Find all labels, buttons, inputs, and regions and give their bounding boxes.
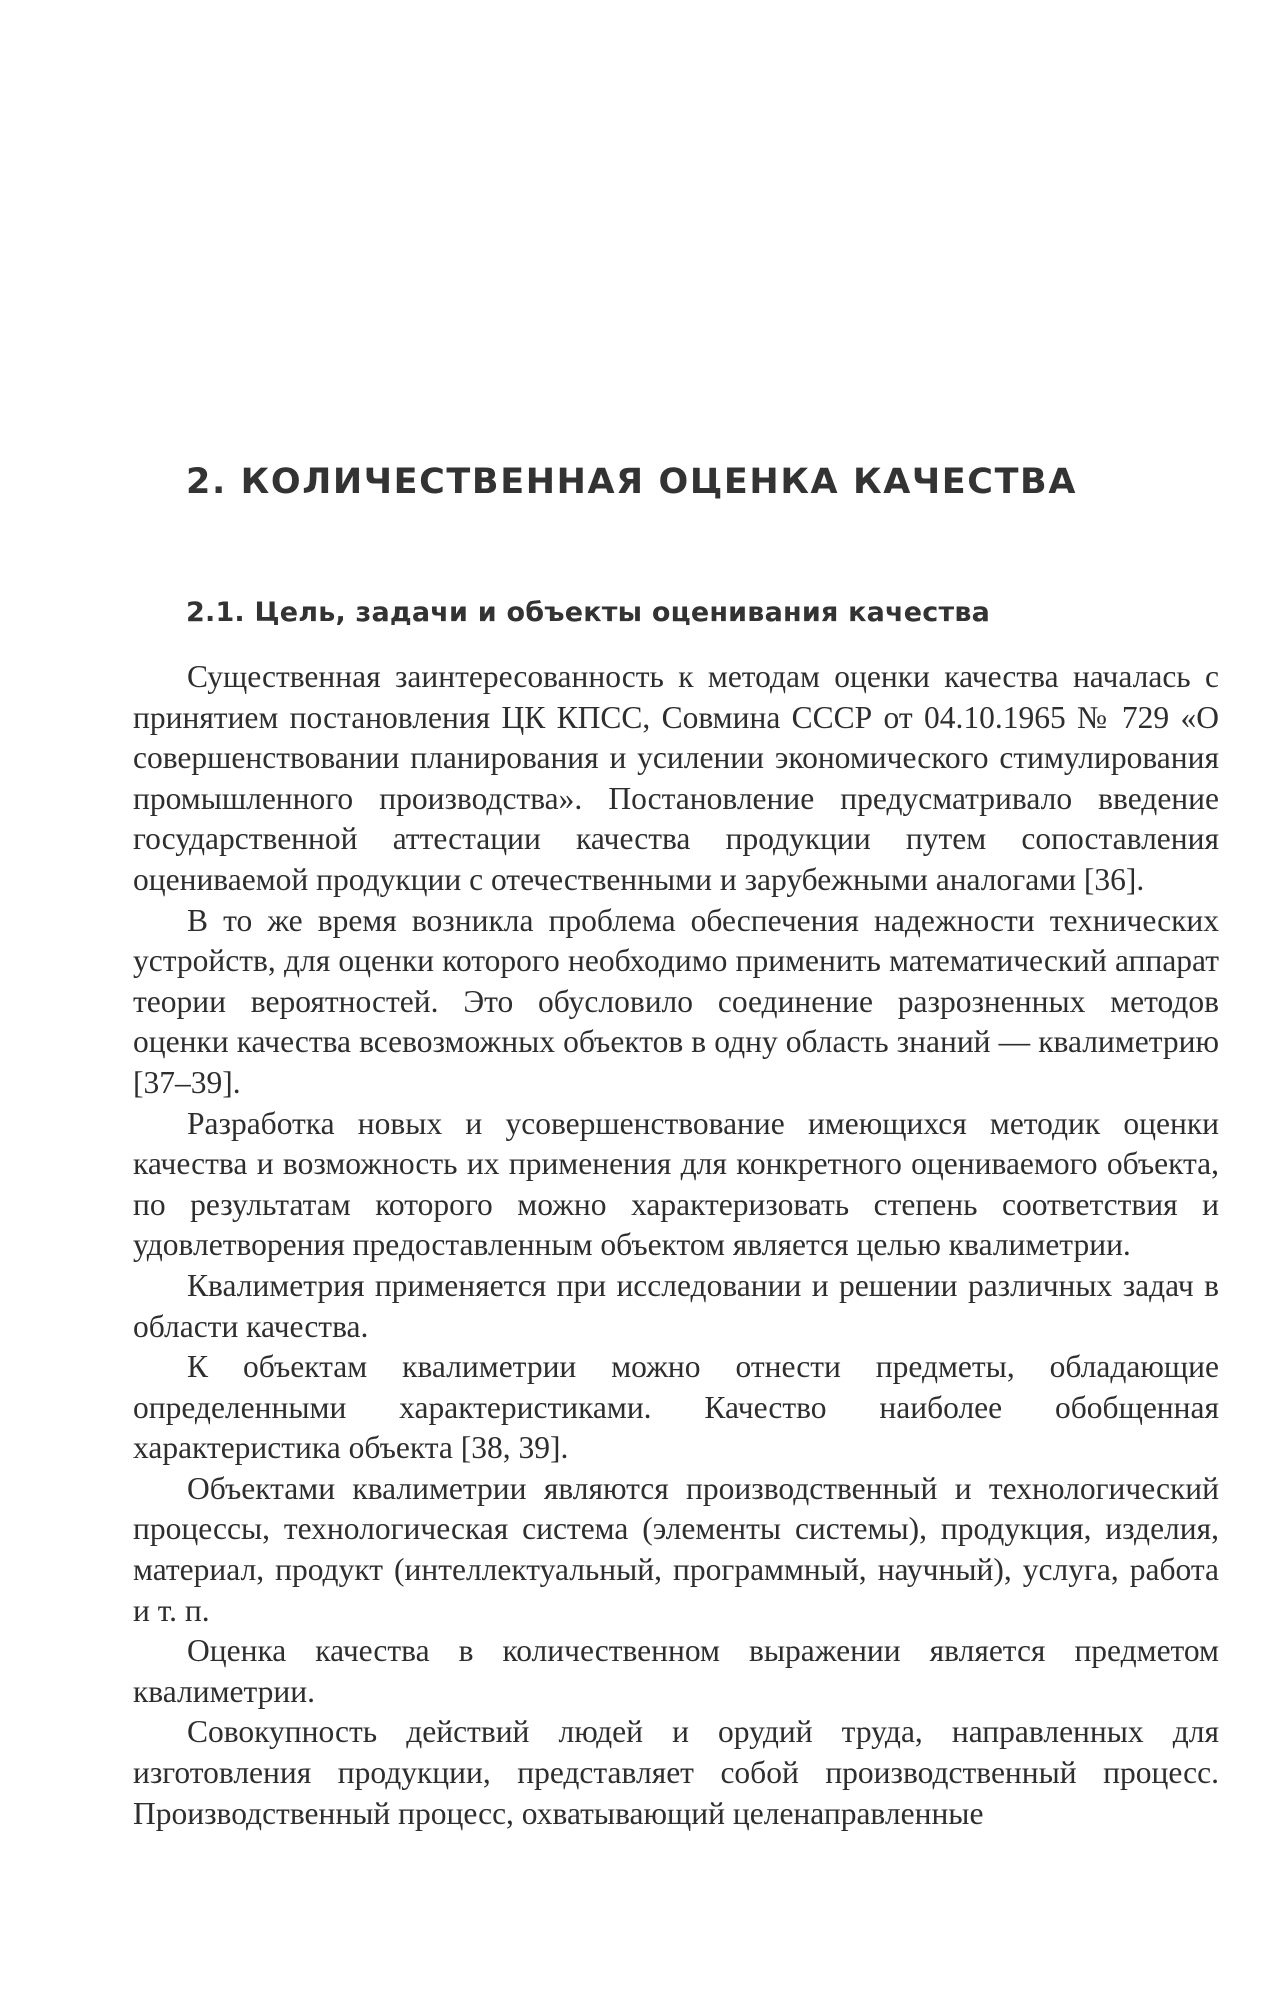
body-text: [133, 657, 1219, 1834]
paragraph: Разработка новых и усовершенствование имеющихся методик оценки качества и возможность их применения для конкретного оцениваемого объекта, по результатам которого можно характеризовать степень соответствия и удовлетворения предоставленным объектом является целью квалиметрии.: [133, 1105, 1219, 1263]
section-title: 2.1. Цель, задачи и объекты оценивания качества: [186, 597, 991, 628]
paragraph: Квалиметрия применяется при исследовании и решении различных задач в области качества.: [133, 1267, 1219, 1344]
chapter-title: 2. КОЛИЧЕСТВЕННАЯ ОЦЕНКА КАЧЕСТВА: [186, 462, 1078, 502]
paragraph: К объектам квалиметрии можно отнести предметы, обладающие определенными характеристиками. Качество наиболее обобщенная характеристика объекта [38, 39].: [133, 1349, 1219, 1466]
paragraph: Объектами квалиметрии являются производственный и технологический процессы, технологическая система (элементы системы), продукция, изделия, материал, продукт (интеллектуальный, программный, научный), услуга, работа и т. п.: [133, 1470, 1219, 1628]
paragraph: Существенная заинтересованность к методам оценки качества началась с принятием постановления ЦК КПСС, Совмина СССР от 04.10.1965 № 729 «О совершенствовании планирования и усилении экономического стимулирования промышленного производства». Постановление предусматривало введение государственной аттестации качества продукции путем сопоставления оцениваемой продукции с отечественными и зарубежными аналогами [36].: [133, 659, 1219, 897]
paragraph: Оценка качества в количественном выражении является предметом квалиметрии.: [133, 1633, 1219, 1709]
paragraph: В то же время возникла проблема обеспечения надежности технических устройств, для оценки которого необходимо применить математический аппарат теории вероятностей. Это обусловило соединение разрозненных методов оценки качества всевозможных объектов в одну область знаний — квалиметрию [37–39].: [133, 902, 1219, 1100]
paragraph: Совокупность действий людей и орудий труда, направленных для изготовления продукции, представляет собой производственный процесс. Производственный процесс, охватывающий целенаправленные: [133, 1714, 1219, 1831]
